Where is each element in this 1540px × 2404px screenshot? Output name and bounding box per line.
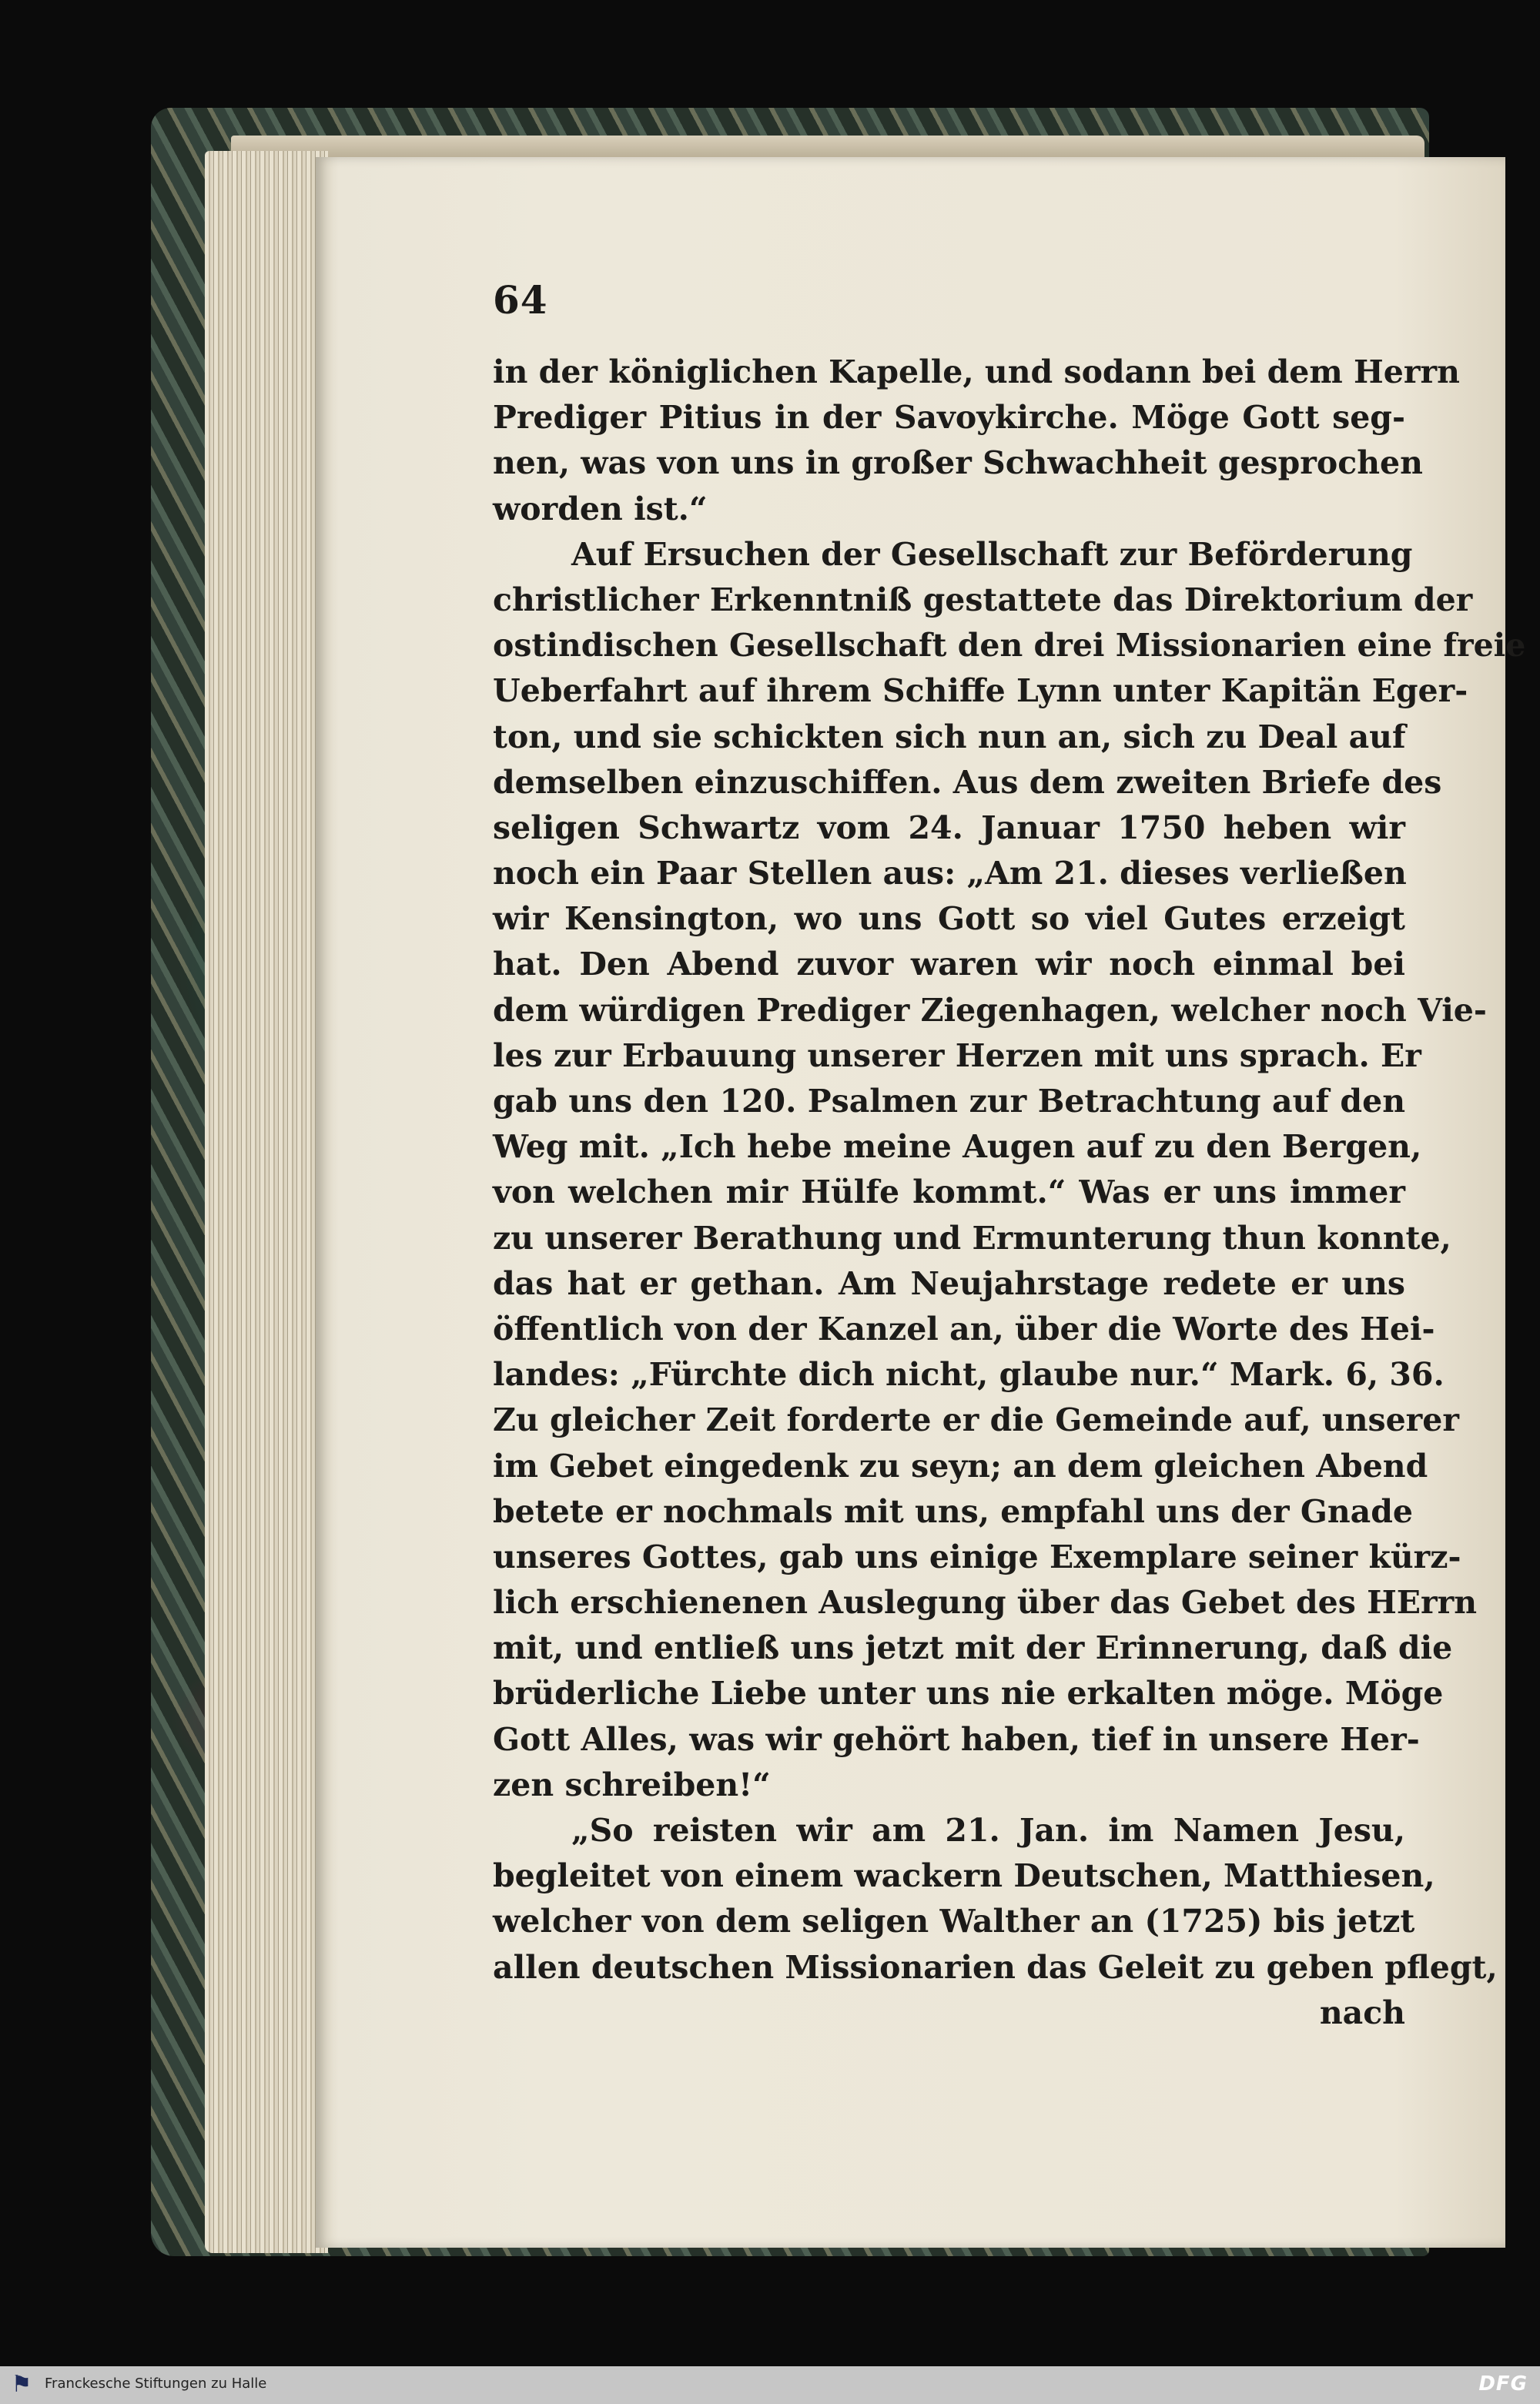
text-line: Ueberfahrt auf ihrem Schiffe Lynn unter Kapitän Eger- bbox=[493, 672, 1468, 710]
text-line: Weg mit. „Ich hebe meine Augen auf zu den Bergen, bbox=[493, 1128, 1422, 1166]
text-line: les zur Erbauung unserer Herzen mit uns sprach. Er bbox=[493, 1036, 1421, 1074]
text-line: landes: „Fürchte dich nicht, glaube nur.“ Mark. 6, 36. bbox=[493, 1356, 1445, 1394]
text-line: „So reisten wir am 21. Jan. im Namen Jesu, bbox=[571, 1812, 1405, 1849]
text-line: noch ein Paar Stellen aus: „Am 21. dieses verließen bbox=[493, 855, 1407, 892]
page-number: 64 bbox=[493, 277, 548, 323]
text-line: öffentlich von der Kanzel an, über die Worte des Hei- bbox=[493, 1310, 1435, 1348]
body-text bbox=[493, 350, 1526, 2036]
footer-bar bbox=[0, 2366, 1540, 2404]
text-line: im Gebet eingedenk zu seyn; an dem gleichen Abend bbox=[493, 1447, 1428, 1485]
text-line: unseres Gottes, gab uns einige Exemplare seiner kürz- bbox=[493, 1538, 1461, 1575]
text-line: zen schreiben!“ bbox=[493, 1766, 771, 1803]
text-line: seligen Schwartz vom 24. Januar 1750 heben wir bbox=[493, 809, 1405, 846]
text-line: nen, was von uns in großer Schwachheit gesprochen bbox=[493, 444, 1423, 482]
dfg-logo: DFG bbox=[1478, 2372, 1528, 2396]
text-line: ostindischen Gesellschaft den drei Missionarien eine freie bbox=[493, 627, 1526, 665]
text-line: allen deutschen Missionarien das Geleit zu geben pflegt, bbox=[493, 1948, 1498, 1986]
text-line: wir Kensington, wo uns Gott so viel Gutes erzeigt bbox=[493, 900, 1405, 938]
text-line: demselben einzuschiffen. Aus dem zweiten Briefe des bbox=[493, 763, 1442, 801]
text-line: das hat er gethan. Am Neujahrstage redete er uns bbox=[493, 1264, 1405, 1302]
text-line: ton, und sie schickten sich nun an, sich zu Deal auf bbox=[493, 718, 1406, 755]
text-line: dem würdigen Prediger Ziegenhagen, welcher noch Vie- bbox=[493, 991, 1487, 1029]
text-line: Prediger Pitius in der Savoykirche. Möge Gott seg- bbox=[493, 399, 1405, 437]
text-line: begleitet von einem wackern Deutschen, Matthiesen, bbox=[493, 1857, 1435, 1895]
text-line: lich erschienenen Auslegung über das Gebet des HErrn bbox=[493, 1584, 1478, 1622]
text-line: brüderliche Liebe unter uns nie erkalten möge. Möge bbox=[493, 1675, 1444, 1713]
text-line: christlicher Erkenntniß gestattete das Direktorium der bbox=[493, 581, 1473, 618]
text-line: zu unserer Berathung und Ermunterung thun konnte, bbox=[493, 1219, 1451, 1257]
text-line: von welchen mir Hülfe kommt.“ Was er uns immer bbox=[493, 1174, 1405, 1211]
catchword: nach bbox=[1319, 1994, 1405, 2031]
text-line: betete er nochmals mit uns, empfahl uns der Gnade bbox=[493, 1492, 1414, 1530]
text-line: hat. Den Abend zuvor waren wir noch einmal bei bbox=[493, 946, 1405, 983]
text-line: worden ist.“ bbox=[493, 490, 708, 527]
text-line: welcher von dem seligen Walther an (1725) bis jetzt bbox=[493, 1903, 1415, 1940]
text-line: Auf Ersuchen der Gesellschaft zur Beförderung bbox=[571, 535, 1413, 573]
text-line: in der königlichen Kapelle, und sodann bei dem Herrn bbox=[493, 353, 1460, 390]
institution-name: Franckesche Stiftungen zu Halle bbox=[45, 2376, 267, 2392]
text-line: mit, und entließ uns jetzt mit der Erinnerung, daß die bbox=[493, 1629, 1453, 1667]
institution-logo-icon: ⚑ bbox=[11, 2371, 32, 2398]
page-edges bbox=[205, 151, 328, 2253]
text-line: Gott Alles, was wir gehört haben, tief in unsere Her- bbox=[493, 1720, 1420, 1758]
text-line: Zu gleicher Zeit forderte er die Gemeinde auf, unserer bbox=[493, 1401, 1459, 1439]
text-line: gab uns den 120. Psalmen zur Betrachtung auf den bbox=[493, 1083, 1405, 1120]
